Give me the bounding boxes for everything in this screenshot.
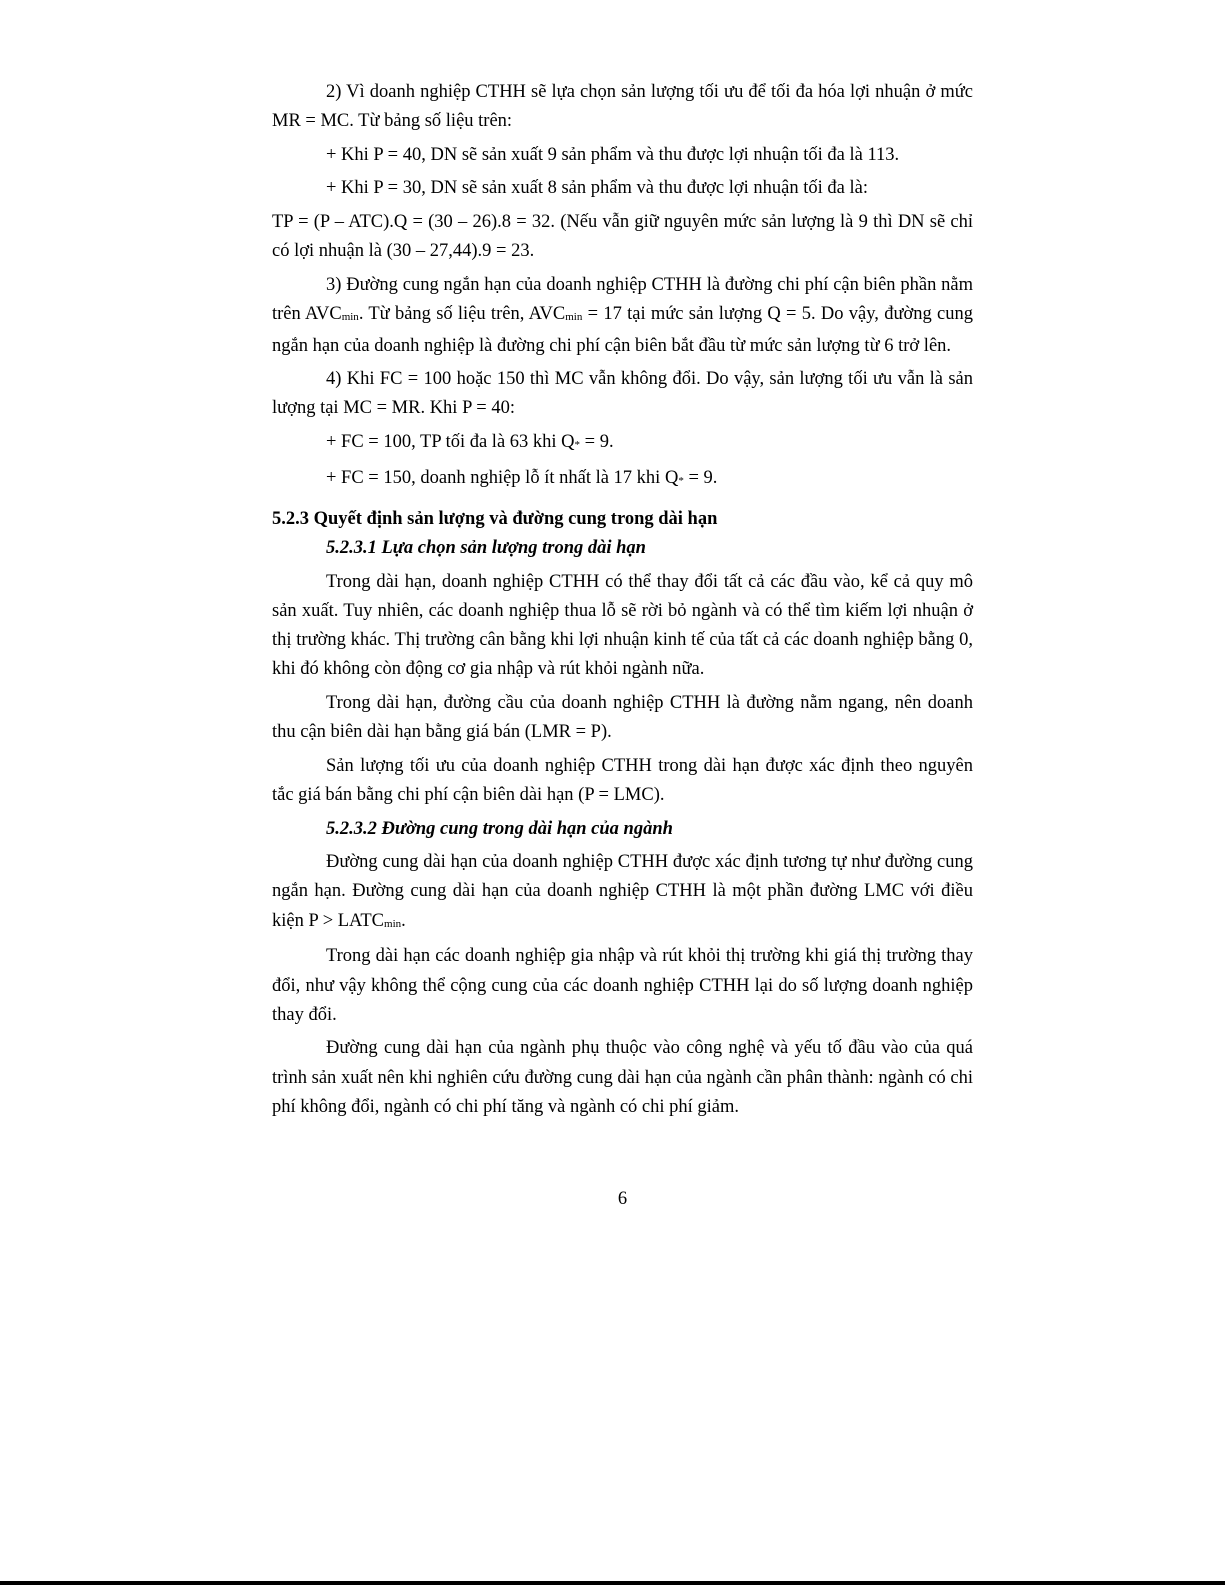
paragraph <box>272 78 973 137</box>
paragraph <box>272 942 973 1030</box>
paragraph <box>272 752 973 811</box>
page-number: 6 <box>617 1189 628 1209</box>
text-run: = 9. <box>580 432 614 453</box>
text-run: Đường cung dài hạn của doanh nghiệp CTHH được xác định tương tự như đường cung ngắn hạn. Đường cung dài hạn của doanh nghiệp CTHH là một phần đường LMC với điều kiện P > LATC <box>272 852 973 931</box>
subscript-text: min <box>384 917 402 930</box>
subsection-heading <box>326 534 973 563</box>
text-run: = 17 tại mức sản lượng Q = 5. Do vậy, đường cung ngắn hạn của doanh nghiệp là đường chi phí cận biên bắt đầu từ mức sản lượng từ 6 trở lên. <box>272 304 973 356</box>
paragraph <box>272 568 973 685</box>
subsection-heading <box>326 815 973 844</box>
paragraph <box>272 141 973 170</box>
text-run: = 9. <box>683 467 718 488</box>
text-run: 4) Khi FC = 100 hoặc 150 thì MC vẫn không đổi. Do vậy, sản lượng tối ưu vẫn là sản lượng tại MC = MR. Khi P = 40: <box>272 369 973 419</box>
text-run: + FC = 150, doanh nghiệp lỗ ít nhất là 17 khi Q <box>326 467 679 488</box>
document-page <box>272 78 973 1127</box>
paragraph <box>272 464 973 495</box>
text-run: + Khi P = 30, DN sẽ sản xuất 8 sản phẩm và thu được lợi nhuận tối đa là: <box>326 178 869 199</box>
text-run: 3) Đường cung ngắn hạn của doanh nghiệp CTHH là đường chi phí cận biên phần nằm trên AVC <box>272 274 973 325</box>
section-heading <box>272 505 973 534</box>
paragraph <box>272 271 973 361</box>
text-run: Trong dài hạn các doanh nghiệp gia nhập và rút khỏi thị trường khi giá thị trường thay đổi, như vậy không thể cộng cung của các doanh nghiệp CTHH lại do số lượng doanh nghiệp thay đổi. <box>272 946 973 1025</box>
text-run: Sản lượng tối ưu của doanh nghiệp CTHH trong dài hạn được xác định theo nguyên tắc giá bán bằng chi phí cận biên dài hạn (P = LMC). <box>272 755 973 806</box>
paragraph <box>272 208 973 267</box>
text-run: Đường cung dài hạn của ngành phụ thuộc vào công nghệ và yếu tố đầu vào của quá trình sản xuất nên khi nghiên cứu đường cung dài hạn của ngành cần phân thành: ngành có chi phí không đổi, ngành có chi phí tăng và ngành có chi phí giảm. <box>272 1038 973 1118</box>
text-run: 5.2.3.2 Đường cung trong dài hạn của ngành <box>326 818 673 839</box>
text-run: 5.2.3.1 Lựa chọn sản lượng trong dài hạn <box>326 538 646 559</box>
text-run: 2) Vì doanh nghiệp CTHH sẽ lựa chọn sản lượng tối ưu để tối đa hóa lợi nhuận ở mức MR = MC. Từ bảng số liệu trên: <box>272 82 973 132</box>
text-run: 5.2.3 Quyết định sản lượng và đường cung trong dài hạn <box>272 508 718 529</box>
bottom-border <box>0 1581 1225 1585</box>
paragraph <box>272 1034 973 1122</box>
text-run: + Khi P = 40, DN sẽ sản xuất 9 sản phẩm và thu được lợi nhuận tối đa là 113. <box>326 144 900 165</box>
paragraph <box>272 365 973 424</box>
subscript-text: min <box>565 311 583 324</box>
text-run: . <box>401 910 406 931</box>
paragraph <box>272 428 973 459</box>
paragraph <box>272 689 973 748</box>
subscript-text: min <box>341 311 359 324</box>
text-run: + FC = 100, TP tối đa là 63 khi Q <box>326 432 575 453</box>
paragraph <box>272 174 973 203</box>
text-run: . Từ bảng số liệu trên, AVC <box>358 304 566 325</box>
subscript-text: * <box>574 439 581 452</box>
text-run: TP = (P – ATC).Q = (30 – 26).8 = 32. (Nếu vẫn giữ nguyên mức sản lượng là 9 thì DN sẽ chỉ có lợi nhuận là (30 – 27,44).9 = 23. <box>272 212 973 262</box>
paragraph <box>272 848 973 938</box>
text-run: Trong dài hạn, đường cầu của doanh nghiệp CTHH là đường nằm ngang, nên doanh thu cận biên dài hạn bằng giá bán (LMR = P). <box>272 693 973 743</box>
subscript-text: * <box>678 474 684 487</box>
text-run: Trong dài hạn, doanh nghiệp CTHH có thể thay đổi tất cả các đầu vào, kể cả quy mô sản xuất. Tuy nhiên, các doanh nghiệp thua lỗ sẽ rời bỏ ngành và có thể tìm kiếm lợi nhuận ở thị trường khác. Thị trường cân bằng khi lợi nhuận kinh tế của tất cả các doanh nghiệp bằng 0, khi đó không còn động cơ gia nhập và rút khỏi ngành nữa. <box>272 571 973 680</box>
